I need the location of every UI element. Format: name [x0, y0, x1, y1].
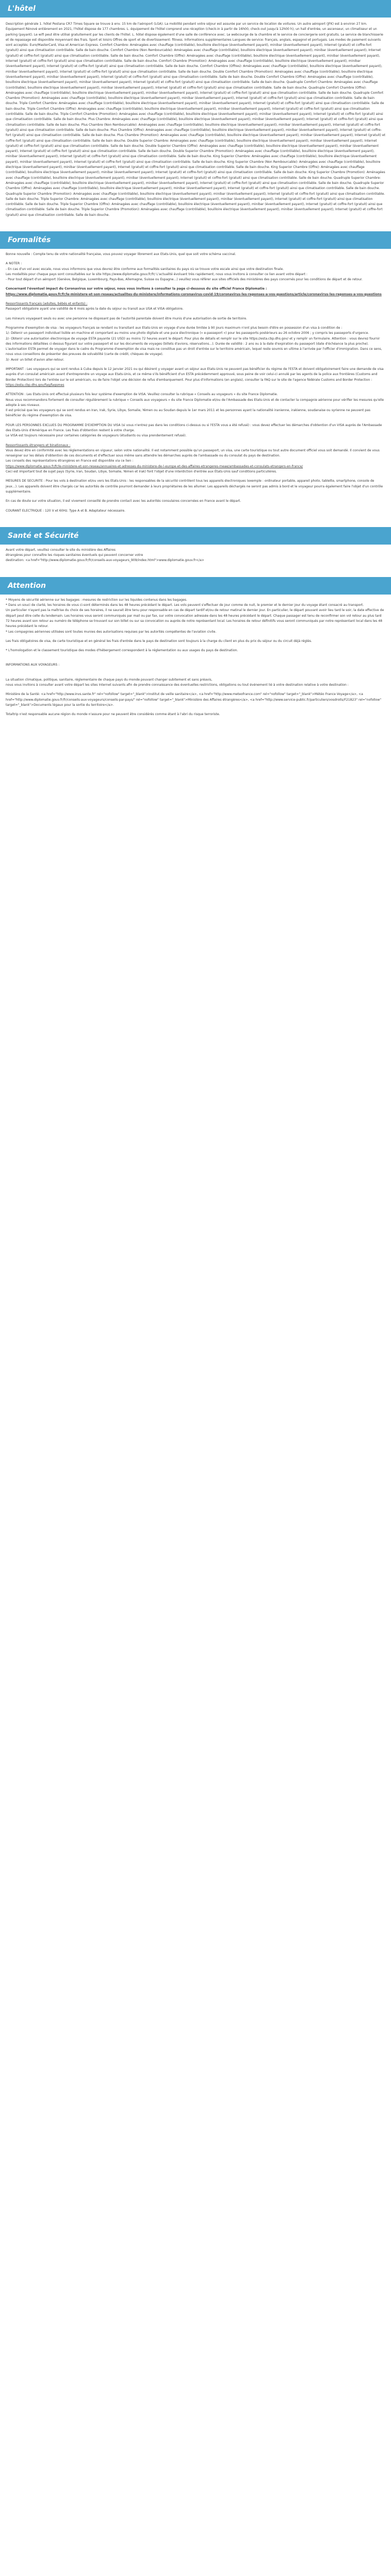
security-measures-text: MESURES DE SECURITE : Pour les vols à destination et/ou vers les Etats-Unis : les responsables de la sécurité contrôlent tous les appareils électroniques (exemple : ordinateur portable, appareil photo, tablette, smartphone, console de jeux...). Les appareils doivent être chargés car les autorités de contrôle pourront demander à leurs propriétaires de les allumer. Les appareils déchargés ne seront pas admis à bord et le voyageur pourra également faire l'objet d'un contrôle supplémentaire. — [6, 479, 383, 494]
formalities-note-heading: A NOTER : — [6, 262, 22, 266]
formalities-intro: Bonne nouvelle : Compte tenu de votre nationalité française, vous pouvez voyager librement aux Etats-Unis, quel que soit votre schéma vaccinal. — [6, 252, 236, 256]
warning-line: Nous vous recommandons fortement de consulter régulièrement la rubrique « Conseils aux voyageurs » du site France Diplomatie et/ou de l'Ambassade des Etats-Unis et de contacter la compagnie aérienne pour vérifier les mesures qu'elle adopte à ses niveaux. — [6, 398, 384, 407]
visa-waiver-line: Programme d'exemption de visa : les voyageurs français se rendant ou transitant aux Etats-Unis en voyage d'une durée limitée à 90 jours maximum n'ont plus besoin d'être en possession d'un visa à condition de : — [6, 326, 343, 330]
hotel-description: Description générale 1. hôtel Pestana CR7 Times Square se trouve à env. 15 km de l'aéroport (LGA). La mobilité pendant votre séjour est assurée par un service de location de voitures. Un autre aéroport (JFK) est à environ 27 km. Équipement Rénové entièrement en 2021, l'hôtel dispose de 177 chambres. L. équipement de l'hôtel comprend une réception (check-in à partir de 16h00, check-out jusqu'à 12h00 h), un hall d'entrée, un ascenseur, un climatiseur et un parking (payant). Le wifi peut être utilisé gratuitement par les clients de l'hôtel. L. hôtel dispose également d'une salle de conférence avec. Le webcourge de la chambre et le service de conciergerie sont gratuits. Le service de blanchisserie et de repassage est disponible moyennant des frais. Sport et loisirs Offres de sport et de divertissement: fitness. Informations supplémentaires Langues de service: français, anglais, espagnol et portugais. Les modes de paiement suivants sont acceptés: Euro/MasterCard, Visa et American Express. Comfort Chambre: Aménagées avec chauffage (contrôlable), bouilloire électrique (éventuellement payant), minibar (éventuellement payant), Internet (gratuit) et coffre-fort (gratuit) ainsi que climatisation contrôlable. Salle de bain douche. Comfort Chambre (Non Rembourcable): Aménagées avec chauffage (contrôlable), bouilloire électrique (éventuellement payant), minibar (éventuellement payant), Internet (gratuit) et coffre-fort (gratuit) ainsi que climatisation contrôlable. Salle de bain douche. Comfort Chambre (Offre): Aménagées avec chauffage (contrôlable), bouilloire électrique (éventuellement payant), minibar (éventuellement payant), Internet (gratuit) et coffre-fort (gratuit) ainsi que climatisation contrôlable. Salle de bain douche. Comfort Chambre (Promotion): Aménagées avec chauffage (contrôlable), bouilloire électrique (éventuellement payant), minibar (éventuellement payant), Internet (gratuit) et coffre-fort (gratuit) ainsi que climatisation contrôlable. Salle de bain douche. Comfort Chambre (Offres): Aménagées avec chauffage (contrôlable), bouilloire électrique (éventuellement payant), minibar (éventuellement payant), Internet (gratuit) et coffre-fort (gratuit) ainsi que climatisation contrôlable. Salle de bain douche. Double Comfort Chambre (Promotion): Aménagées avec chauffage (contrôlable), bouilloire électrique (éventuellement payant), minibar (éventuellement payant), Internet (gratuit) et coffre-fort (gratuit) ainsi que climatisation contrôlable. Salle de bain douche. Double Comfort Chambre (Offre): Aménagées avec chauffage (contrôlable), bouilloire électrique (éventuellement payant), minibar (éventuellement payant), Internet (gratuit) et coffre-fort (gratuit) ainsi que climatisation contrôlable. Salle de bain douche. Quadruple Comfort Chambre: Aménagées avec chauffage (contrôlable), bouilloire électrique (éventuellement payant), minibar (éventuellement payant), Internet (gratuit) et coffre-fort (gratuit) ainsi que climatisation contrôlable. Salle de bain douche. Quadruple Comfort Chambre (Offre): Aménagées avec chauffage (contrôlable), bouilloire électrique (éventuellement payant), minibar (éventuellement payant), Internet (gratuit) et coffre-fort (gratuit) ainsi que climatisation contrôlable. Salle de bain douche. Quadruple Comfort Chambre (Promotion): Aménagées avec chauffage (contrôlable), bouilloire électrique (éventuellement payant), minibar (éventuellement payant), Internet (gratuit) et coffre-fort (gratuit) ainsi que climatisation contrôlable. Salle de bain douche. Triple Comfort Chambre: Aménagées avec chauffage (contrôlable), bouilloire électrique (éventuellement payant), minibar (éventuellement payant), Internet (gratuit) et coffre-fort (gratuit) ainsi que climatisation contrôlable. Salle de bain douche. Triple Comfort Chambre (Offre): Aménagées avec chauffage (contrôlable), bouilloire électrique (éventuellement payant), minibar (éventuellement payant), Internet (gratuit) et coffre-fort (gratuit) ainsi que climatisation contrôlable. Salle de bain douche. Triple Comfort Chambre (Promotion): Aménagées avec chauffage (contrôlable), bouilloire électrique (éventuellement payant), minibar (éventuellement payant), Internet (gratuit) et coffre-fort (gratuit) ainsi que climatisation contrôlable. Salle de bain douche. Plus Chambre: Aménagées avec chauffage (contrôlable), bouilloire électrique (éventuellement payant), minibar (éventuellement payant), Internet (gratuit) et coffre-fort (gratuit) ainsi que climatisation contrôlable. Salle de bain douche. Plus Chambre (Non Rembourcable): Aménagées avec chauffage (contrôlable), bouilloire électrique (éventuellement payant), minibar (éventuellement payant), Internet (gratuit) et coffre-fort (gratuit) ainsi que climatisation contrôlable. Salle de bain douche. Plus Chambre (Offre): Aménagées avec chauffage (contrôlable), bouilloire électrique (éventuellement payant), minibar (éventuellement payant), Internet (gratuit) et coffre-fort (gratuit) ainsi que climatisation contrôlable. Salle de bain douche. Plus Chambre (Promotion): Aménagées avec chauffage (contrôlable), bouilloire électrique (éventuellement payant), minibar (éventuellement payant), Internet (gratuit) et coffre-fort (gratuit) ainsi que climatisation contrôlable. Salle de bain douche. Double Superior Chambre: Aménagées avec chauffage (contrôlable), bouilloire électrique (éventuellement payant), minibar (éventuellement payant), Internet (gratuit) et coffre-fort (gratuit) ainsi que climatisation contrôlable. Salle de bain douche. Double Superior Chambre (Offre): Aménagées avec chauffage (contrôlable), bouilloire électrique (éventuellement payant), minibar (éventuellement payant), Internet (gratuit) et coffre-fort (gratuit) ainsi que climatisation contrôlable. Salle de bain douche. Double Superior Chambre (Promotion): Aménagées avec chauffage (contrôlable), bouilloire électrique (éventuellement payant), minibar (éventuellement payant), Internet (gratuit) et coffre-fort (gratuit) ainsi que climatisation contrôlable. Salle de bain douche. King Superior Chambre: Aménagées avec chauffage (contrôlable), bouilloire électrique (éventuellement payant), minibar (éventuellement payant), Internet (gratuit) et coffre-fort (gratuit) ainsi que climatisation contrôlable. Salle de bain douche. King Superior Chambre (Non Rembourcable): Aménagées avec chauffage (contrôlable), bouilloire électrique (éventuellement payant), minibar (éventuellement payant), Internet (gratuit) et coffre-fort (gratuit) ainsi que climatisation contrôlable. Salle de bain douche. King Superior Chambre (Offre): Aménagées avec chauffage (contrôlable), bouilloire électrique (éventuellement payant), minibar (éventuellement payant), Internet (gratuit) et coffre-fort (gratuit) ainsi que climatisation contrôlable. Salle de bain douche. King Superior Chambre (Promotion): Aménagées avec chauffage (contrôlable), bouilloire électrique (éventuellement payant), minibar (éventuellement payant), Internet (gratuit) et coffre-fort (gratuit) ainsi que climatisation contrôlable. Salle de bain douche. Quadruple Superior Chambre: Aménagées avec chauffage (contrôlable), bouilloire électrique (éventuellement payant), minibar (éventuellement payant), Internet (gratuit) et coffre-fort (gratuit) ainsi que climatisation contrôlable. Salle de bain douche. Quadruple Superior Chambre (Offre): Aménagées avec chauffage (contrôlable), bouilloire électrique (éventuellement payant), minibar (éventuellement payant), Internet (gratuit) et coffre-fort (gratuit) ainsi que climatisation contrôlable. Salle de bain douche. Quadruple Superior Chambre (Promotion): Aménagées avec chauffage (contrôlable), bouilloire électrique (éventuellement payant), minibar (éventuellement payant), Internet (gratuit) et coffre-fort (gratuit) ainsi que climatisation contrôlable. Salle de bain douche. Triple Superior Chambre: Aménagées avec chauffage (contrôlable), bouilloire électrique (éventuellement payant), minibar (éventuellement payant), Internet (gratuit) et coffre-fort (gratuit) ainsi que climatisation contrôlable. Salle de bain douche. Triple Superior Chambre (Offre): Aménagées avec chauffage (contrôlable), bouilloire électrique (éventuellement payant), minibar (éventuellement payant), Internet (gratuit) et coffre-fort (gratuit) ainsi que climatisation contrôlable. Salle de bain douche. Triple Superior Chambre (Promotion): Aménagées avec chauffage (contrôlable), bouilloire électrique (éventuellement payant), minibar (éventuellement payant), Internet (gratuit) et coffre-fort (gratuit) ainsi que climatisation contrôlable. Salle de bain douche. — [6, 22, 386, 217]
attention-section — [0, 577, 391, 724]
health-line: Avant votre départ, veuillez consulter le site du ministère des Affaires — [6, 548, 116, 552]
attention-line: * Moyens de sécurité aérienne sur les bagages : mesures de restriction sur les liquides contenus dans les bagages. — [6, 598, 187, 602]
important-text: IMPORTANT : Les voyageurs qui se sont rendus à Cuba depuis le 12 janvier 2021 ou qui désirent y voyager avant un séjour aux Etats-Unis ne peuvent pas bénéficier du régime de l'ESTA et doivent obligatoirement faire une demande de visa auprès d'un consulat américain avant d'entreprendre un voyage aux Etats-Unis, et ce même s'ils bénéficient d'un ESTA précédemment approuvé, sous peine de voir celui-ci annulé par les agents de la police aux frontières (Customs and Border Protection) lors de l'entrée sur le sol américain, ou de faire l'objet une décision de refus d'embarquement. Pour plus d'informations (en anglais), consulter la FAQ sur le site de l'agence fédérale Customs and Border Protection : — [6, 367, 384, 382]
official-sites-links[interactable]: Ministère de la Santé: <a href="http://www.invs.sante.fr" rel="nofollow" target="_blank">Institut de veille sanitaire</a>, <a href="http://www.meteofrance.com" rel="nofollow" target="_blank">Météo France Voyage</a>, <a href="http://www.diplomatie.gouv.fr/fr/conseils-aux-voyageurs/conseils-par-pays/" rel="nofollow" target="_blank">Ministère des Affaires étrangères</a>, <a href="http://www.service-public.fr/particuliers/vosdroits/F21823" rel="nofollow" target="_blank">Documents légaux pour la sortie du territoire</a>. — [6, 692, 382, 707]
attention-line: * Les compagnies aériennes utilisées sont toutes munies des autorisations requises par les autorités compétentes de l'aviation civile. — [6, 630, 217, 634]
formalities-note-line: - Pour tout départ d'un aéroport (Genève, Belgique, Luxembourg, Pays-Bas, Allemagne, Suisse ou Espagne...) veuillez vous référer aux sites officiels des ministères des pays concernés pour les conditions de départ et de retour. — [6, 278, 363, 282]
visa-waiver-line: 1/- Détenir un passeport individuel lisible en machine et comportant au moins une photo digitale et une puce électronique (« e-passeport ») pour les passeports postérieurs au 26 octobre 2006 ; y compris les passeports d'urgence. — [6, 331, 369, 335]
attention-line: Un particulier n'ayant pas la maîtrise du choix de ses horaires, il ne saurait être tenu pour responsable en cas de départ tardif et/ou de retour matinal le dernier jour. En particulier, le départ pouvant avoir lieu tard le soir, la date effective de départ peut être celle du lendemain. Les horaires vous seront communiqués par mail ou par fax, sur votre convocation adressée dans les 48 heures précédant le départ. Chaque passager est tenu de reconfirmer son vol retour au plus tard 72 heures avant son retour au numéro de téléphone se trouvant sur son billet ou sur sa convocation ou auprès de notre représentant local. Les horaires de retour définitifs vous seront communiqués par notre représentant local dans les 48 heures précédant le retour. — [6, 608, 384, 629]
hotel-section-title: L'hôtel — [0, 0, 391, 18]
formalities-section-title: Formalités — [0, 231, 391, 249]
non-exempt-line: POUR LES PERSONNES EXCLUES DU PROGRAMME D'EXEMPTION DU VISA (si vous n'entrez pas dans les conditions ci-dessus ou si l'ESTA vous a été refusé) : vous devez effectuer les démarches d'obtention d'un VISA auprès de l'Ambassade des Etats-Unis d'Amérique en France. Les frais d'obtention restent à votre charge. — [6, 423, 382, 432]
electric-current-text: COURANT ELECTRIQUE : 120 V et 60Hz. Type A et B. Adaptateur nécessaire. — [6, 509, 125, 513]
foreign-embassies-link[interactable]: https://www.diplomatie.gouv.fr/fr/le-ministere-et-son-reseau/annuaires-et-adresses-du-ministere-de-l-europe-et-des-affaires-etrangeres-meae/ambassades-et-consulats-etrangers-en-france/ — [6, 464, 303, 468]
warning-line: ATTENTION : Les Etats-Unis ont effectué plusieurs fois leur système d'exemption de VISA. Veuillez consulter la rubrique « Conseils au voyageurs » du site France Diplomatie. — [6, 393, 278, 397]
health-line: étrangères pour connaître les risques sanitaires éventuels qui peuvent concerner votre — [6, 553, 143, 557]
travel-info-line: La situation climatique, politique, sanitaire, réglementaire de chaque pays du monde pouvant changer subitement et sans préavis, — [6, 677, 213, 682]
attention-line: * Dans un souci de clarté, les horaires de vous ci-sont déterminés dans les 48 heures précédant le départ. Les vols peuvent s'effectuer de jour comme de nuit, le premier et le dernier jour du voyage étant consacré au transport. — [6, 603, 364, 607]
covid-heading: Concernant l'éventuel impact du Coronavirus sur votre séjour, nous vous invitons à consulter la page ci-dessous du site officiel France Diplomatie : — [6, 287, 267, 291]
attention-line: Les frais obligatoires de visa, de carte touristique et en général les frais d'entrée dans le pays de destination sont toujours à la charge du client en plus du prix du séjour ou du circuit déjà réglés. — [6, 639, 312, 643]
foreign-heading: Ressortissants étrangers et binationaux : — [6, 443, 71, 447]
foreign-line: Les conseils des représentations étrangères en France est disponible via ce lien : — [6, 459, 134, 463]
covid-link[interactable]: https://www.diplomatie.gouv.fr/fr/le-ministere-et-son-reseau/actualites-du-ministere/informations-coronavirus-covid-19/coronavirus-les-reponses-a-vos-questions/article/coronavirus-les-reponses-a-vos-questions — [6, 292, 382, 296]
warning-line: Il est précisé que les voyageurs qui se sont rendus en Iran, Irak, Syrie, Libye, Somalie, Yémen ou au Soudan depuis le 1er mars 2011 et les personnes ayant la nationalité iranienne, irakienne, soudanaise ou syrienne ne peuvent pas bénéficier du régime d'exemption de visa. — [6, 409, 371, 418]
visa-waiver-line: 3/- Avoir un billet d'avion aller-retour. — [6, 358, 64, 362]
minors-travel-text: Les mineurs voyageant seuls ou avec une personne ne disposant pas de l'autorité parentale doivent être munis d'une autorisation de sortie de territoire. — [6, 316, 247, 320]
esta-faq-link[interactable]: https://esta.cbp.dhs.gov/faq/faqsmes — [6, 383, 64, 387]
terrorism-disclaimer: Totaltrip n'est responsable aucune région du monde n'assure pour ne peuvent être considérés comme étant à l'abri du risque terroriste. — [6, 713, 220, 717]
foreign-line: Ceci est important tout de sujet pays (Syrie, Iran, Soudan, Libye, Somalie, Yémen et Irak) font l'objet d'une interdiction d'entrée aux États-Unis sauf conditions particulières. — [6, 470, 277, 474]
health-section-title: Santé et Sécurité — [0, 527, 391, 545]
attention-line: * L'homologation et le classement touristique des modes d'hébergement correspondent à la réglementation ou aux usages du pays de destination. — [6, 649, 238, 653]
formalities-note-line: Les modalités pour chaque pays sont consultables sur le site https://www.diplomatie.gouv.fr/fr/ L'actualité évoluant très rapidement, nous vous invitons à consulter ce lien avant votre départ : — [6, 272, 307, 276]
formalities-section — [0, 231, 391, 520]
non-exempt-line: Le VISA est toujours nécessaire pour certaines catégories de voyageurs (étudiants ou visa prendentement refusé). — [6, 434, 187, 438]
formalities-note-line: - En cas d'un vol avec escale, nous vous informons que vous devrez être conforme aux formalités sanitaires du pays où se trouve votre escale ainsi que votre destination finale. — [6, 267, 284, 271]
visa-waiver-line: L'autorisation ESTA permet de voyager dans le cadre du Programme d'exemption de visa mais ne constitue pas un droit d'entrée sur le territoire américain, lequel reste soumis en ultime à l'arrivée par l'officier d'immigration. Dans ce sens, nous vous conseillons de présenter des preuves de solvabilité (carte de crédit, chèques de voyage). — [6, 347, 382, 357]
minors-text: Passeport obligatoire ayant une validité de 6 mois après la date du séjour ou transit aux USA et VISA obligatoire. — [6, 307, 184, 311]
minors-heading: Ressortissants français (adultes, bébés et enfants) : — [6, 302, 88, 306]
security-advice-text: En cas de doute sur votre situation, il est vivement conseillé de prendre contact avec les autorités consulaires concernées en France avant le départ. — [6, 499, 241, 503]
travel-info-line: nous vous invitons à consulter avant votre départ les sites Internet suivants afin de prendre connaissance des éventuelles restrictions, obligations ou tout événement lié à votre destination relative à votre destination : — [6, 683, 349, 687]
health-section — [0, 527, 391, 570]
foreign-line: Vous devez être en conformité avec les réglementations en vigueur, selon votre nationalité. Il est notamment possible qu'un passeport, un visa, une carte touristique ou tout autre document officiel vous soit demandé. Il convient de vous renseigner sur les délais d'obtention de ces documents et d'effectuer sous même sans attendre les démarches auprès de l'ambassade ou du consulat du pays de destination. — [6, 448, 380, 458]
attention-section-title: Attention — [0, 577, 391, 595]
visa-waiver-line: 2/- Obtenir une autorisation électronique de voyage ESTA payante (21 USD) au moins 72 heures avant le départ. Pour plus de détails et remplir sur le site https://esta.cbp.dhs.gov/ et y remplir un formulaire. Attention : vous devrez fournir des informations détaillées ci-dessus figurant sur votre passeport et sur les documents de voyages (billets d'avions, réservations...). Durée de validité : 2 ans ou à la date d'expiration du passeport (date d'échéance la plus proche). — [6, 336, 380, 346]
hotel-section — [0, 0, 391, 224]
health-line: destination: <a href="http://www.diplomatie.gouv.fr/fr/conseils-aux-voyageurs_909/index.html">www.diplomatie.gouv.fr</a> — [6, 558, 204, 563]
travel-info-heading: INFORMATIONS AUX VOYAGEURS : — [6, 663, 60, 667]
